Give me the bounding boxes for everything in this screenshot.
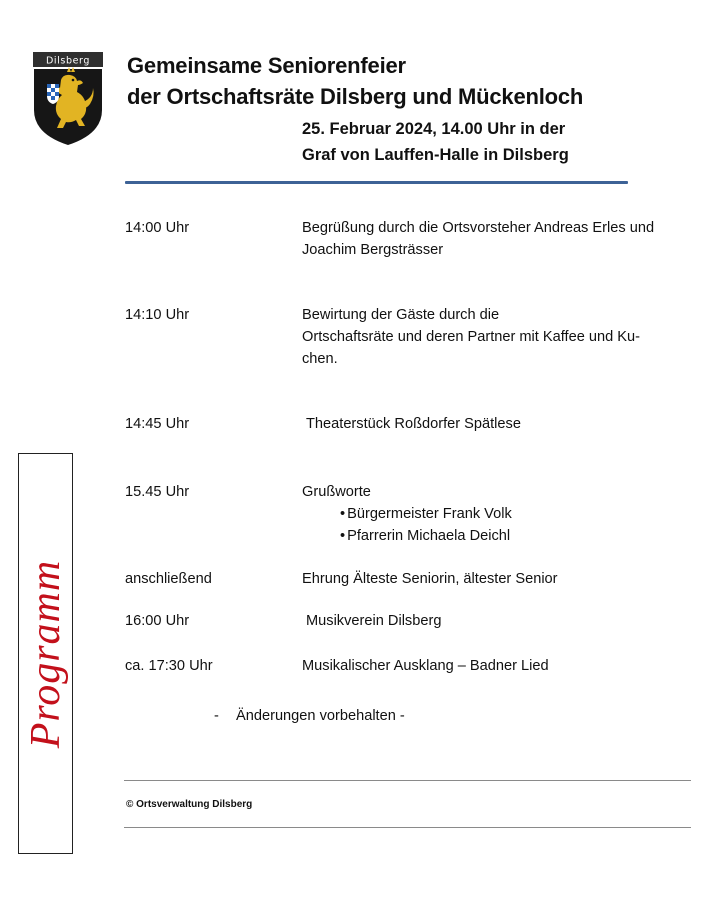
program-time: 14:45 Uhr bbox=[125, 416, 190, 432]
title-line-2: der Ortschaftsräte Dilsberg und Mückenloch bbox=[127, 84, 584, 109]
program-time: ca. 17:30 Uhr bbox=[125, 658, 213, 674]
program-description bbox=[302, 481, 692, 547]
description-line: Joachim Bergsträsser bbox=[302, 242, 444, 258]
program-description bbox=[302, 217, 692, 261]
changes-note bbox=[214, 708, 405, 724]
description-line: Ortschaftsräte und deren Partner mit Kaffee und Ku- bbox=[302, 329, 641, 345]
note-text: Änderungen vorbehalten - bbox=[236, 708, 405, 724]
program-description bbox=[302, 568, 692, 590]
description-line: Musikverein Dilsberg bbox=[306, 613, 442, 629]
program-description bbox=[302, 655, 692, 677]
description-line: Musikalischer Ausklang – Badner Lied bbox=[302, 658, 549, 674]
description-line: Begrüßung durch die Ortsvorsteher Andreas Erles und bbox=[302, 220, 655, 236]
description-line: chen. bbox=[302, 351, 338, 367]
list-item: • Pfarrerin Michaela Deichl bbox=[340, 525, 692, 547]
footer-divider-bottom bbox=[124, 827, 691, 828]
coat-of-arms-lion-icon bbox=[33, 52, 103, 146]
program-time: 16:00 Uhr bbox=[125, 613, 190, 629]
program-time: 14:10 Uhr bbox=[125, 307, 190, 323]
program-side-box bbox=[18, 453, 73, 854]
description-line: Ehrung Älteste Seniorin, ältester Senior bbox=[302, 571, 558, 587]
program-side-label: Programm bbox=[22, 559, 69, 748]
description-line: Bewirtung der Gäste durch die bbox=[302, 307, 500, 323]
program-time: anschließend bbox=[125, 571, 212, 587]
subtitle-line-2: Graf von Lauffen-Halle in Dilsberg bbox=[302, 146, 569, 164]
footer-divider-top bbox=[124, 780, 691, 781]
description-line: Grußworte bbox=[302, 484, 371, 500]
program-time: 15.45 Uhr bbox=[125, 484, 190, 500]
greetings-list bbox=[302, 503, 692, 547]
list-item: • Bürgermeister Frank Volk bbox=[340, 503, 692, 525]
header-divider bbox=[125, 181, 628, 184]
footer-copyright: © Ortsverwaltung Dilsberg bbox=[126, 799, 253, 810]
program-description bbox=[306, 610, 696, 632]
program-description bbox=[302, 304, 692, 370]
title-line-1: Gemeinsame Seniorenfeier bbox=[127, 53, 406, 78]
program-description bbox=[306, 413, 696, 435]
event-date-location bbox=[302, 116, 569, 168]
note-dash: - bbox=[214, 708, 219, 724]
description-line: Theaterstück Roßdorfer Spätlese bbox=[306, 416, 521, 432]
logo-text: Dilsberg bbox=[46, 55, 90, 67]
page-title bbox=[127, 50, 583, 112]
subtitle-line-1: 25. Februar 2024, 14.00 Uhr in der bbox=[302, 120, 566, 138]
program-time: 14:00 Uhr bbox=[125, 220, 190, 236]
